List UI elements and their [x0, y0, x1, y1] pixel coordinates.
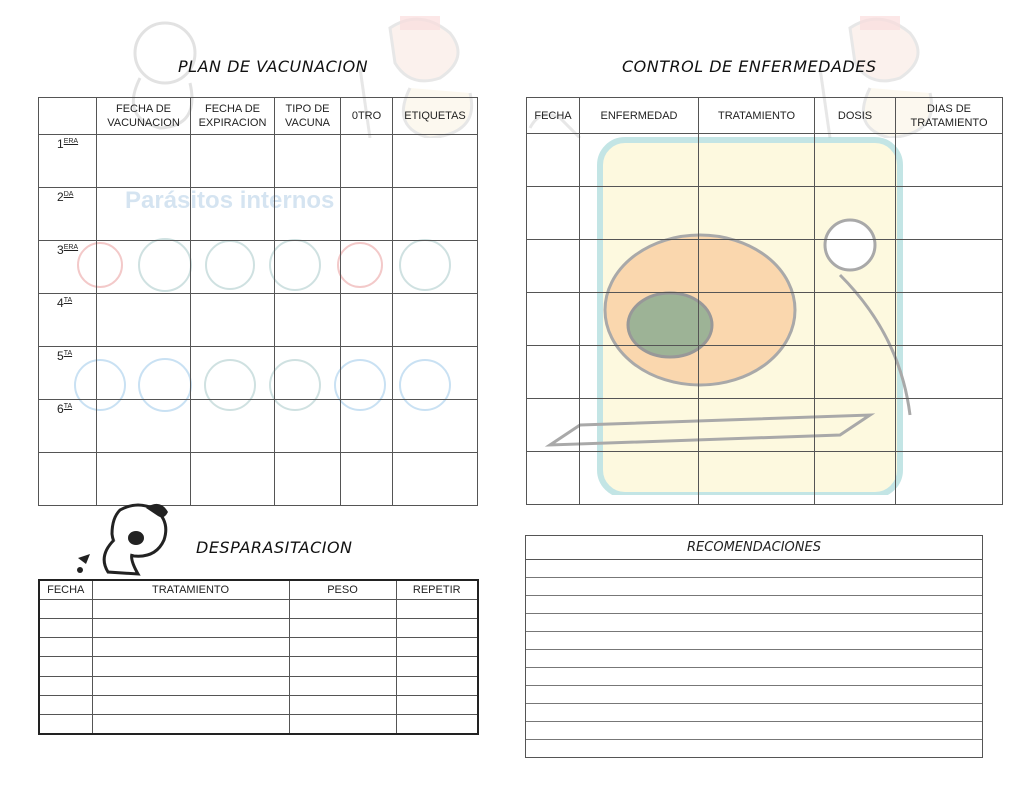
table-cell[interactable] [97, 400, 191, 453]
table-cell[interactable] [896, 240, 1003, 293]
table-cell[interactable] [289, 638, 396, 657]
parasites-watermark-text: Parásitos internos [125, 187, 335, 214]
table-row [39, 400, 478, 453]
table-cell[interactable] [97, 135, 191, 188]
dose-number-label: $3^{ERA}$ [57, 243, 79, 257]
table-cell[interactable] [275, 453, 341, 506]
table-cell[interactable] [699, 240, 815, 293]
table-row [39, 618, 478, 637]
recommendation-line[interactable] [526, 578, 982, 596]
table-cell[interactable] [341, 294, 393, 347]
disease-header-cell: ENFERMEDAD [580, 98, 699, 134]
dose-number-label: $5^{TA}$ [57, 349, 73, 363]
table-cell[interactable] [275, 241, 341, 294]
disease-header-row [527, 98, 1003, 134]
dose-number-label: $2^{DA}$ [57, 190, 74, 204]
table-row [527, 346, 1003, 399]
dose-number-label: $4^{TA}$ [57, 296, 73, 310]
table-row [39, 695, 478, 714]
vaccination-header-cell: FECHA DE EXPIRACION [191, 98, 275, 135]
table-cell[interactable] [580, 240, 699, 293]
table-cell[interactable] [896, 346, 1003, 399]
table-cell[interactable] [699, 134, 815, 187]
table-row [527, 452, 1003, 505]
table-cell[interactable] [341, 241, 393, 294]
table-cell[interactable] [396, 657, 478, 676]
table-cell[interactable] [815, 399, 896, 452]
table-cell[interactable] [896, 399, 1003, 452]
recommendation-line[interactable] [526, 704, 982, 722]
table-cell[interactable] [191, 400, 275, 453]
table-row [39, 676, 478, 695]
table-row [39, 715, 478, 734]
table-cell[interactable] [393, 294, 478, 347]
vaccination-header-cell [39, 98, 97, 135]
table-cell[interactable] [341, 400, 393, 453]
table-cell[interactable] [39, 695, 92, 714]
table-cell[interactable] [699, 452, 815, 505]
table-cell[interactable] [815, 187, 896, 240]
table-cell[interactable] [896, 293, 1003, 346]
table-cell[interactable] [275, 294, 341, 347]
recommendation-line[interactable] [526, 614, 982, 632]
table-cell[interactable] [39, 453, 97, 506]
vaccination-header-row [39, 98, 478, 135]
table-cell[interactable] [699, 187, 815, 240]
table-cell[interactable] [341, 135, 393, 188]
vaccination-header-cell: ETIQUETAS [393, 98, 478, 135]
table-cell[interactable] [896, 134, 1003, 187]
vaccination-header-cell: 0TRO [341, 98, 393, 135]
table-cell[interactable] [396, 676, 478, 695]
table-cell[interactable] [39, 400, 97, 453]
table-cell[interactable] [39, 294, 97, 347]
dog-icon [68, 500, 188, 578]
table-cell[interactable] [341, 347, 393, 400]
disease-header-cell: DIAS DE TRATAMIENTO [896, 98, 1003, 134]
table-cell[interactable] [527, 346, 580, 399]
table-cell[interactable] [393, 135, 478, 188]
table-row [39, 657, 478, 676]
table-cell[interactable] [92, 618, 289, 637]
table-cell[interactable] [275, 347, 341, 400]
deworming-header-cell: FECHA [39, 580, 92, 599]
table-cell[interactable] [289, 715, 396, 734]
table-cell[interactable] [896, 187, 1003, 240]
recommendation-line[interactable] [526, 722, 982, 740]
deworming-header-cell: REPETIR [396, 580, 478, 599]
table-cell[interactable] [396, 618, 478, 637]
table-row [39, 453, 478, 506]
table-cell[interactable] [39, 676, 92, 695]
recommendations-box [525, 535, 983, 758]
recommendation-line[interactable] [526, 686, 982, 704]
table-cell[interactable] [580, 399, 699, 452]
table-cell[interactable] [39, 657, 92, 676]
table-cell[interactable] [97, 453, 191, 506]
vaccination-plan-title: PLAN DE VACUNACION [178, 57, 369, 76]
table-cell[interactable] [39, 715, 92, 734]
recommendation-line[interactable] [526, 596, 982, 614]
table-row [527, 399, 1003, 452]
table-cell[interactable] [815, 293, 896, 346]
table-row [39, 135, 478, 188]
table-row [39, 347, 478, 400]
table-row [39, 294, 478, 347]
deworming-header-row [39, 580, 478, 599]
table-cell[interactable] [92, 657, 289, 676]
recommendations-title: RECOMENDACIONES [526, 536, 982, 560]
table-row [39, 241, 478, 294]
table-cell[interactable] [393, 400, 478, 453]
table-cell[interactable] [39, 347, 97, 400]
table-cell[interactable] [191, 241, 275, 294]
deworming-table [38, 579, 479, 735]
table-cell[interactable] [39, 241, 97, 294]
table-cell[interactable] [815, 346, 896, 399]
table-cell[interactable] [527, 399, 580, 452]
vaccination-header-cell: TIPO DE VACUNA [275, 98, 341, 135]
table-cell[interactable] [92, 599, 289, 618]
table-cell[interactable] [699, 346, 815, 399]
table-cell[interactable] [191, 135, 275, 188]
table-row [527, 187, 1003, 240]
table-row [39, 599, 478, 618]
table-cell[interactable] [815, 240, 896, 293]
table-cell[interactable] [289, 676, 396, 695]
table-cell[interactable] [580, 134, 699, 187]
vaccination-header-cell: FECHA DE VACUNACION [97, 98, 191, 135]
table-cell[interactable] [815, 134, 896, 187]
table-cell[interactable] [527, 452, 580, 505]
dose-number-label: $1^{ERA}$ [57, 137, 79, 151]
table-cell[interactable] [289, 657, 396, 676]
table-row [527, 134, 1003, 187]
table-row [527, 293, 1003, 346]
table-cell[interactable] [815, 452, 896, 505]
disease-header-cell: DOSIS [815, 98, 896, 134]
table-cell[interactable] [396, 695, 478, 714]
table-cell[interactable] [527, 240, 580, 293]
disease-control-title: CONTROL DE ENFERMEDADES [622, 57, 877, 76]
recommendation-line[interactable] [526, 560, 982, 578]
recommendation-line[interactable] [526, 740, 982, 757]
vaccination-table [38, 97, 478, 506]
table-cell[interactable] [289, 618, 396, 637]
table-cell[interactable] [97, 347, 191, 400]
table-cell[interactable] [396, 599, 478, 618]
table-row [39, 188, 478, 241]
table-cell[interactable] [699, 399, 815, 452]
table-cell[interactable] [275, 135, 341, 188]
table-cell[interactable] [393, 241, 478, 294]
table-cell[interactable] [275, 400, 341, 453]
table-cell[interactable] [191, 453, 275, 506]
table-cell[interactable] [92, 715, 289, 734]
table-cell[interactable] [97, 188, 191, 241]
table-cell[interactable] [580, 187, 699, 240]
recommendation-line[interactable] [526, 632, 982, 650]
table-cell[interactable] [39, 638, 92, 657]
table-cell[interactable] [275, 188, 341, 241]
table-cell[interactable] [527, 187, 580, 240]
table-cell[interactable] [97, 241, 191, 294]
table-cell[interactable] [92, 638, 289, 657]
table-cell[interactable] [396, 638, 478, 657]
table-cell[interactable] [289, 695, 396, 714]
table-cell[interactable] [393, 453, 478, 506]
table-cell[interactable] [289, 599, 396, 618]
recommendation-line[interactable] [526, 668, 982, 686]
table-cell[interactable] [580, 346, 699, 399]
table-cell[interactable] [527, 293, 580, 346]
table-cell[interactable] [580, 452, 699, 505]
table-cell[interactable] [39, 135, 97, 188]
table-cell[interactable] [191, 188, 275, 241]
table-cell[interactable] [39, 188, 97, 241]
disease-table [526, 97, 1003, 505]
dose-number-label: $6^{TA}$ [57, 402, 73, 416]
table-cell[interactable] [896, 452, 1003, 505]
table-cell[interactable] [393, 347, 478, 400]
table-cell[interactable] [92, 676, 289, 695]
deworming-header-cell: TRATAMIENTO [92, 580, 289, 599]
table-cell[interactable] [39, 618, 92, 637]
table-cell[interactable] [527, 134, 580, 187]
table-row [39, 638, 478, 657]
deworming-title: DESPARASITACION [196, 538, 353, 557]
table-cell[interactable] [396, 715, 478, 734]
table-cell[interactable] [341, 188, 393, 241]
deworming-header-cell: PESO [289, 580, 396, 599]
disease-header-cell: TRATAMIENTO [699, 98, 815, 134]
table-cell[interactable] [191, 294, 275, 347]
table-cell[interactable] [92, 695, 289, 714]
table-row [527, 240, 1003, 293]
table-cell[interactable] [97, 294, 191, 347]
table-cell[interactable] [191, 347, 275, 400]
table-cell[interactable] [39, 599, 92, 618]
table-cell[interactable] [699, 293, 815, 346]
table-cell[interactable] [393, 188, 478, 241]
recommendation-line[interactable] [526, 650, 982, 668]
table-cell[interactable] [580, 293, 699, 346]
table-cell[interactable] [341, 453, 393, 506]
disease-header-cell: FECHA [527, 98, 580, 134]
